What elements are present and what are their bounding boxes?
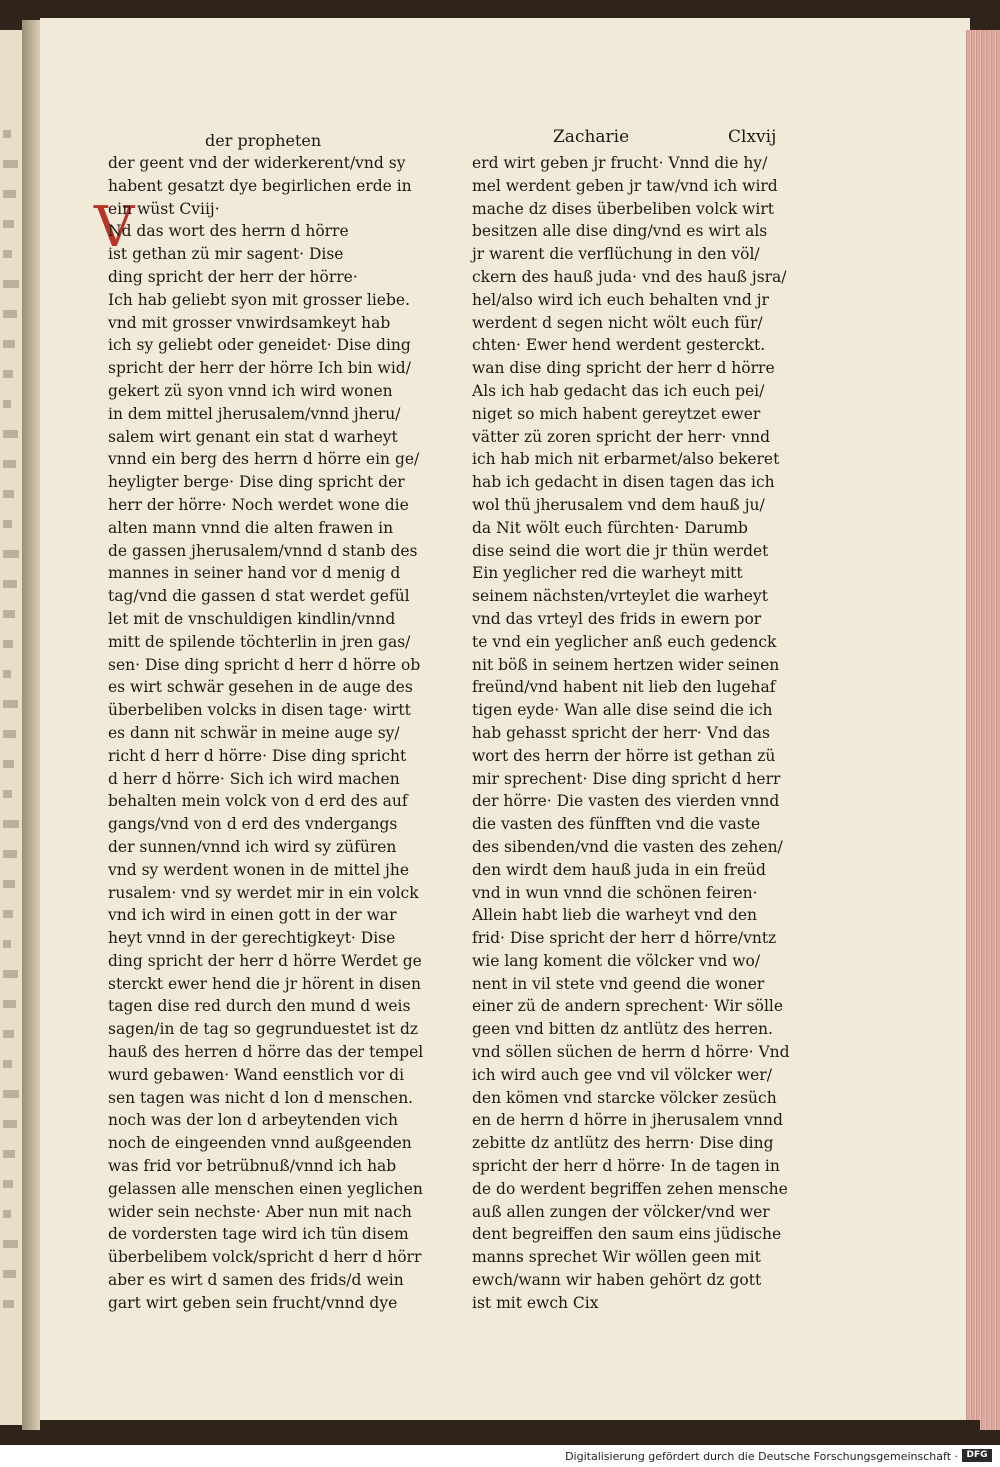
text-line: ckern des hauß juda· vnd des hauß jsra/ [472, 267, 787, 286]
previous-page-text-fragment [3, 700, 18, 708]
text-line: besitzen alle dise ding/vnd es wirt als [472, 222, 768, 241]
text-line: ist mit ewch Cix [472, 1293, 599, 1312]
text-line: behalten mein volck von d erd des auf [108, 792, 408, 811]
left-text-column [108, 152, 428, 1315]
previous-page-text-fragment [3, 1120, 17, 1128]
text-line: mel werdent geben jr taw/vnd ich wird [472, 176, 778, 195]
text-line: noch de eingeenden vnnd außgeenden [108, 1134, 412, 1153]
text-line: überbeliben volcks in disen tage· wirtt [108, 701, 411, 720]
text-line: der hörre· Die vasten des vierden vnnd [472, 792, 780, 811]
previous-page-text-fragment [3, 670, 11, 678]
text-line: alten mann vnnd die alten frawen in [108, 518, 394, 537]
text-line: seinem nächsten/vrteylet die warheyt [472, 587, 768, 606]
text-line: sen· Dise ding spricht d herr d hörre ob [108, 655, 421, 674]
text-line: des sibenden/vnd die vasten des zehen/ [472, 837, 783, 856]
previous-page-text-fragment [3, 1090, 19, 1098]
text-line: de do werdent begriffen zehen mensche [472, 1179, 788, 1198]
text-line: richt d herr d hörre· Dise ding spricht [108, 746, 407, 765]
previous-page-text-fragment [3, 1000, 16, 1008]
text-line: es dann nit schwär in meine auge sy/ [108, 723, 400, 742]
text-line: spricht der herr d hörre· In de tagen in [472, 1157, 780, 1176]
text-line: mache dz dises überbeliben volck wirt [472, 199, 775, 218]
previous-page-text-fragment [3, 970, 18, 978]
text-line: salem wirt genant ein stat d warheyt [108, 427, 398, 446]
right-text-column [472, 152, 792, 1315]
previous-page-text-fragment [3, 310, 17, 318]
previous-page-text-fragment [3, 1240, 18, 1248]
text-line: nent in vil stete vnd geend die woner [472, 974, 765, 993]
text-line: tigen eyde· Wan alle dise seind die ich [472, 701, 773, 720]
text-line: dise seind die wort die jr thün werdet [472, 541, 769, 560]
text-line: überbelibem volck/spricht d herr d hörr [108, 1248, 422, 1267]
previous-page-text-fragment [3, 430, 18, 438]
text-line: d herr d hörre· Sich ich wird machen [108, 769, 400, 788]
text-line: vnd söllen süchen de herrn d hörre· Vnd [472, 1043, 790, 1062]
text-line: zebitte dz antlütz des herrn· Dise ding [472, 1134, 774, 1153]
text-line: Als ich hab gedacht das ich euch pei/ [472, 381, 765, 400]
previous-page-edge [0, 30, 23, 1425]
dfg-logo-icon: DFG [962, 1449, 992, 1462]
text-line: vnd das vrteyl des frids in ewern por [472, 609, 762, 628]
text-line: vnnd ein berg des herrn d hörre ein ge/ [108, 450, 420, 469]
text-line: es wirt schwär gesehen in de auge des [108, 678, 413, 697]
text-line: let mit de vnschuldigen kindlin/vnnd [108, 609, 396, 628]
previous-page-text-fragment [3, 940, 11, 948]
text-line: gangs/vnd von d erd des vndergangs [108, 815, 398, 834]
running-head-left: der propheten [205, 131, 322, 150]
text-line: in dem mittel jherusalem/vnnd jheru/ [108, 404, 401, 423]
text-line: der sunnen/vnnd ich wird sy züfüren [108, 837, 397, 856]
text-line: mir sprechent· Dise ding spricht d herr [472, 769, 781, 788]
text-line: erd wirt geben jr frucht· Vnnd die hy/ [472, 154, 768, 172]
previous-page-text-fragment [3, 910, 13, 918]
text-line: hab gehasst spricht der herr· Vnd das [472, 723, 770, 742]
text-line: wurd gebawen· Wand eenstlich vor di [108, 1065, 405, 1084]
text-line: wol thü jherusalem vnd dem hauß ju/ [472, 495, 765, 514]
text-line: spricht der herr der hörre Ich bin wid/ [108, 359, 411, 378]
text-line: da Nit wölt euch fürchten· Darumb [472, 518, 748, 537]
previous-page-text-fragment [3, 1150, 15, 1158]
text-line: den wirdt dem hauß juda in ein freüd [472, 860, 766, 879]
page-bottom-shadow [40, 1420, 980, 1445]
text-line: mannes in seiner hand vor d menig d [108, 564, 401, 583]
page-edges [966, 30, 1000, 1430]
text-line: geen vnd bitten dz antlütz des herren. [472, 1020, 773, 1039]
text-line: ich hab mich nit erbarmet/also bekeret [472, 450, 780, 469]
text-line: Nd das wort des herrn d hörre [108, 222, 349, 241]
text-line: en de herrn d hörre in jherusalem vnnd [472, 1111, 783, 1130]
previous-page-text-fragment [3, 850, 17, 858]
previous-page-text-fragment [3, 130, 11, 138]
previous-page-text-fragment [3, 370, 13, 378]
previous-page-text-fragment [3, 1030, 14, 1038]
text-line: jr warent die verflüchung in den völ/ [472, 245, 760, 264]
decorated-initial: V [94, 195, 135, 260]
folio-number: Clxvij [728, 127, 777, 147]
text-line: tagen dise red durch den mund d weis [108, 997, 411, 1016]
text-line: heyligter berge· Dise ding spricht der [108, 473, 405, 492]
previous-page-text-fragment [3, 160, 18, 168]
text-line: hauß des herren d hörre das der tempel [108, 1043, 424, 1062]
previous-page-text-fragment [3, 1060, 12, 1068]
text-line: hab ich gedacht in disen tagen das ich [472, 473, 775, 492]
previous-page-text-fragment [3, 640, 13, 648]
text-line: hel/also wird ich euch behalten vnd jr [472, 290, 769, 309]
text-line: wie lang koment die völcker vnd wo/ [472, 951, 761, 970]
text-line: frid· Dise spricht der herr d hörre/vntz [472, 929, 777, 948]
text-line: ist gethan zü mir sagent· Dise [108, 245, 344, 264]
funding-credit: Digitalisierung gefördert durch die Deutsche Forschungsgemeinschaft · [565, 1450, 958, 1463]
text-line: sen tagen was nicht d lon d menschen. [108, 1088, 414, 1107]
text-line: einer zü de andern sprechent· Wir sölle [472, 997, 784, 1016]
previous-page-text-fragment [3, 610, 15, 618]
previous-page-text-fragment [3, 550, 19, 558]
text-line: ding spricht der herr d hörre Werdet ge [108, 951, 422, 970]
text-line: Ein yeglicher red die warheyt mitt [472, 564, 743, 583]
previous-page-text-fragment [3, 460, 16, 468]
text-line: vnd mit grosser vnwirdsamkeyt hab [108, 313, 391, 332]
text-line: ewch/wann wir haben gehört dz gott [472, 1271, 762, 1290]
text-line: de gassen jherusalem/vnnd d stanb des [108, 541, 418, 560]
text-line: vnd ich wird in einen gott in der war [108, 906, 397, 925]
previous-page-text-fragment [3, 340, 15, 348]
text-line: vnd in wun vnnd die schönen feiren· [472, 883, 758, 902]
text-line: ich wird auch gee vnd vil völcker wer/ [472, 1065, 772, 1084]
text-line: vätter zü zoren spricht der herr· vnnd [472, 427, 770, 446]
previous-page-text-fragment [3, 220, 14, 228]
text-line: sterckt ewer hend die jr hörent in disen [108, 974, 421, 993]
previous-page-text-fragment [3, 1300, 14, 1308]
previous-page-text-fragment [3, 400, 11, 408]
previous-page-text-fragment [3, 250, 12, 258]
previous-page-text-fragment [3, 1180, 13, 1188]
text-line: wider sein nechste· Aber nun mit nach [108, 1202, 412, 1221]
previous-page-text-fragment [3, 190, 16, 198]
text-line: dent begreiffen den saum eins jüdische [472, 1225, 782, 1244]
previous-page-text-fragment [3, 1270, 16, 1278]
text-line: freünd/vnd habent nit lieb den lugehaf [472, 678, 776, 697]
text-line: was frid vor betrübnuß/vnnd ich hab [108, 1157, 397, 1176]
text-line: sagen/in de tag so gegrunduestet ist dz [108, 1020, 419, 1039]
previous-page-text-fragment [3, 1210, 11, 1218]
text-line: heyt vnnd in der gerechtigkeyt· Dise [108, 929, 396, 948]
text-line: werdent d segen nicht wölt euch für/ [472, 313, 763, 332]
text-line: ein wüst Cviij· [108, 199, 220, 218]
text-line: aber es wirt d samen des frids/d wein [108, 1271, 404, 1290]
text-line: wan dise ding spricht der herr d hörre [472, 359, 775, 378]
text-line: tag/vnd die gassen d stat werdet gefül [108, 587, 410, 606]
previous-page-text-fragment [3, 880, 15, 888]
previous-page-text-fragment [3, 520, 12, 528]
text-line: ding spricht der herr der hörre· [108, 267, 358, 286]
text-line: herr der hörre· Noch werdet wone die [108, 495, 409, 514]
text-line: nit böß in seinem hertzen wider seinen [472, 655, 780, 674]
text-line: den kömen vnd starcke völcker zesüch [472, 1088, 777, 1107]
text-line: Allein habt lieb die warheyt vnd den [472, 906, 758, 925]
previous-page-text-fragment [3, 580, 17, 588]
text-line: die vasten des fünfften vnd die vaste [472, 815, 761, 834]
previous-page-text-fragment [3, 730, 16, 738]
previous-page-text-fragment [3, 280, 19, 288]
text-line: wort des herrn der hörre ist gethan zü [472, 746, 776, 765]
text-line: mitt de spilende töchterlin in jren gas/ [108, 632, 411, 651]
text-line: chten· Ewer hend werdent gesterckt. [472, 336, 766, 355]
text-line: habent gesatzt dye begirlichen erde in [108, 176, 412, 195]
text-line: der geent vnd der widerkerent/vnd sy [108, 154, 406, 172]
text-line: ich sy geliebt oder geneidet· Dise ding [108, 336, 411, 355]
text-line: gekert zü syon vnnd ich wird wonen [108, 381, 393, 400]
text-line: rusalem· vnd sy werdet mir in ein volck [108, 883, 419, 902]
text-line: niget so mich habent gereytzet ewer [472, 404, 761, 423]
text-line: gart wirt geben sein frucht/vnnd dye [108, 1293, 398, 1312]
text-line: vnd sy werdent wonen in de mittel jhe [108, 860, 409, 879]
text-line: noch was der lon d arbeytenden vich [108, 1111, 399, 1130]
text-line: auß allen zungen der völcker/vnd wer [472, 1202, 770, 1221]
previous-page-text-fragment [3, 760, 14, 768]
text-line: gelassen alle menschen einen yeglichen [108, 1179, 423, 1198]
previous-page-text-fragment [3, 820, 19, 828]
previous-page-text-fragment [3, 490, 14, 498]
text-line: Ich hab geliebt syon mit grosser liebe. [108, 290, 411, 309]
previous-page-text-fragment [3, 790, 12, 798]
running-head-right: Zacharie [553, 127, 630, 147]
text-line: manns sprechet Wir wöllen geen mit [472, 1248, 761, 1267]
text-line: de vordersten tage wird ich tün disem [108, 1225, 409, 1244]
text-line: te vnd ein yeglicher anß euch gedenck [472, 632, 777, 651]
